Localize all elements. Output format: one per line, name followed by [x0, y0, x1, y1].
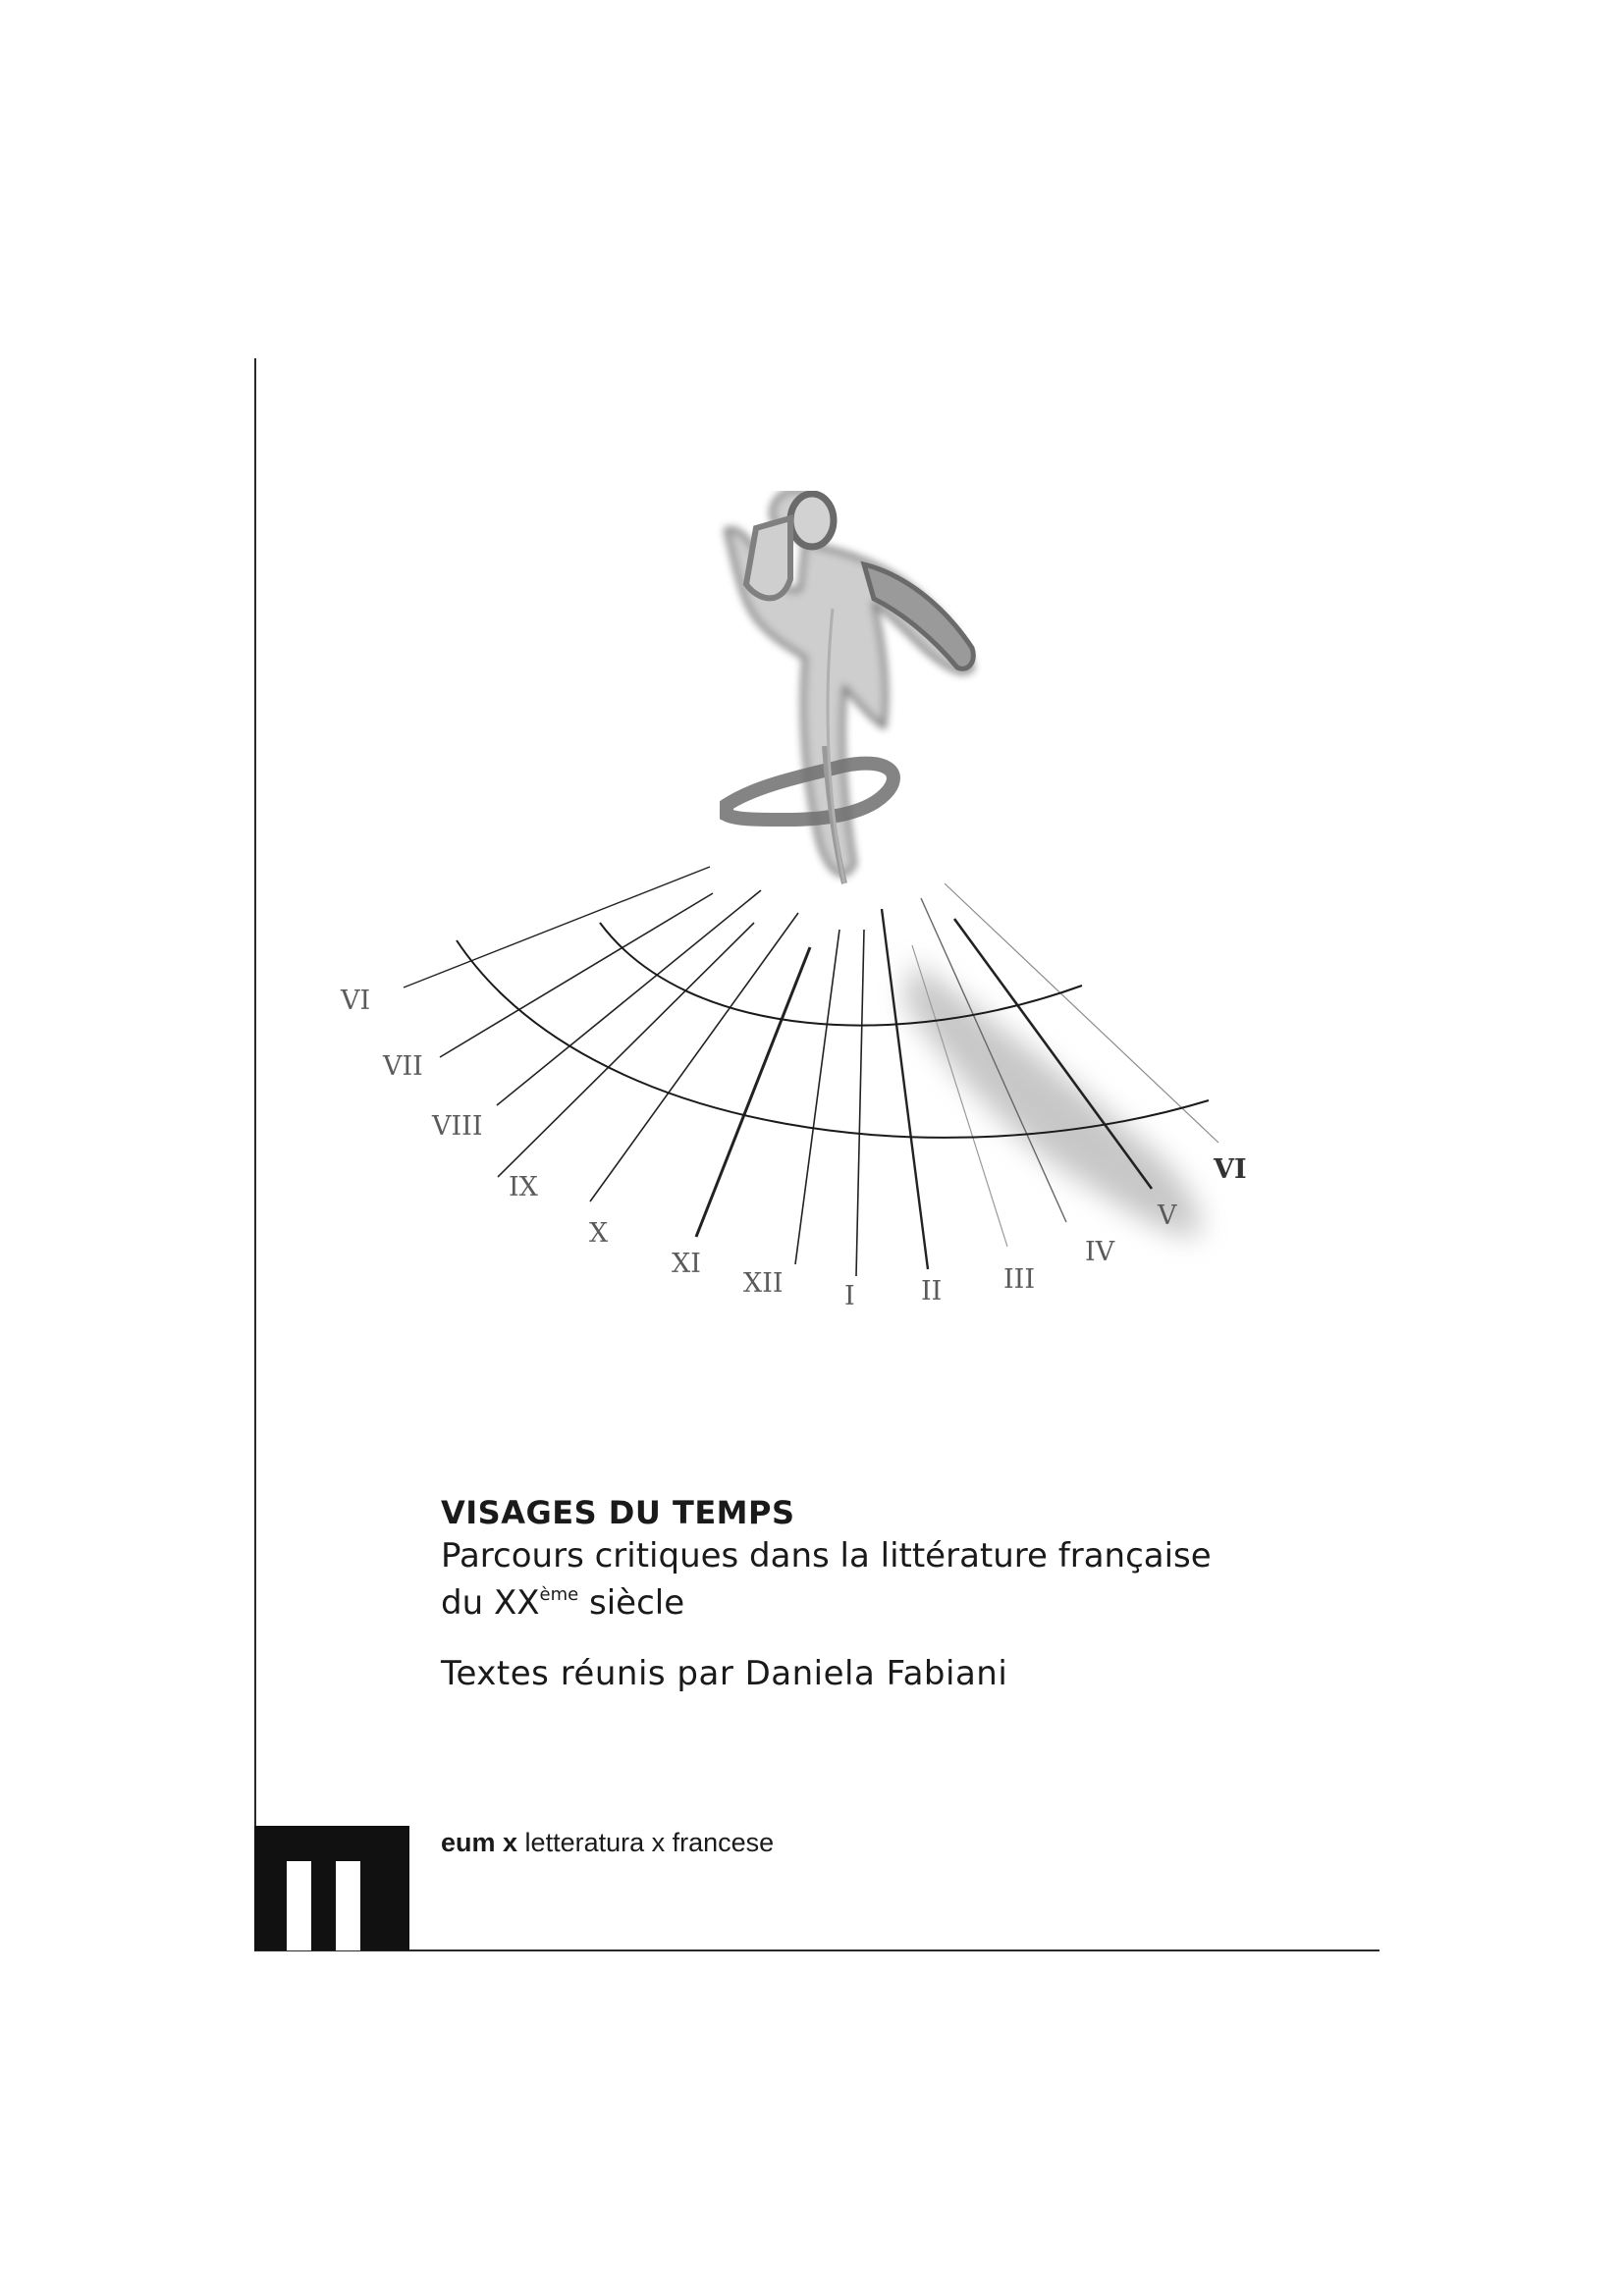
- numeral-left-vi: VI: [341, 986, 371, 1016]
- series-collection: letteratura x francese: [517, 1828, 775, 1857]
- subtitle-century-superscript: ème: [539, 1584, 579, 1605]
- sundial-illustration: [295, 491, 1276, 1335]
- subtitle-line-1: Parcours critiques dans la littérature française: [441, 1536, 1212, 1575]
- series-line: [441, 1826, 774, 1859]
- numeral-right-v: V: [1158, 1201, 1177, 1231]
- book-title: VISAGES DU TEMPS: [441, 1494, 795, 1531]
- left-numerals: [340, 986, 784, 1299]
- numeral-right-i: I: [844, 1281, 855, 1311]
- sundial-drawing: [295, 491, 1276, 1335]
- cover-horizontal-rule: [254, 1949, 1380, 1951]
- numeral-right-vi: VI: [1214, 1154, 1247, 1185]
- hour-lines: [404, 867, 1218, 1276]
- eum-logo-mark: [254, 1826, 409, 1950]
- numeral-left-xi: XI: [672, 1249, 701, 1279]
- numeral-left-vii: VII: [383, 1051, 423, 1082]
- numeral-left-xii: XII: [743, 1268, 784, 1299]
- cover-title-block: [441, 1493, 1325, 1695]
- numeral-left-ix: IX: [509, 1172, 538, 1202]
- book-editor: Textes réunis par Daniela Fabiani: [441, 1654, 1008, 1693]
- book-subtitle: [441, 1532, 1325, 1627]
- numeral-right-ii: II: [921, 1276, 943, 1307]
- eum-logo: [254, 1826, 409, 1950]
- numeral-left-viii: VIII: [432, 1111, 483, 1142]
- subtitle-line-2: [441, 1579, 1325, 1627]
- numeral-left-x: X: [589, 1218, 609, 1249]
- figure-gnomon: [727, 491, 973, 883]
- subtitle-century-suffix: siècle: [578, 1583, 685, 1623]
- numeral-right-iii: III: [1003, 1264, 1035, 1295]
- subtitle-century-prefix: du XX: [441, 1583, 540, 1623]
- figure-shadow: [903, 962, 1201, 1237]
- numeral-right-iv: IV: [1085, 1237, 1115, 1267]
- series-publisher: eum x: [441, 1828, 518, 1857]
- cover-vertical-rule: [254, 358, 256, 1951]
